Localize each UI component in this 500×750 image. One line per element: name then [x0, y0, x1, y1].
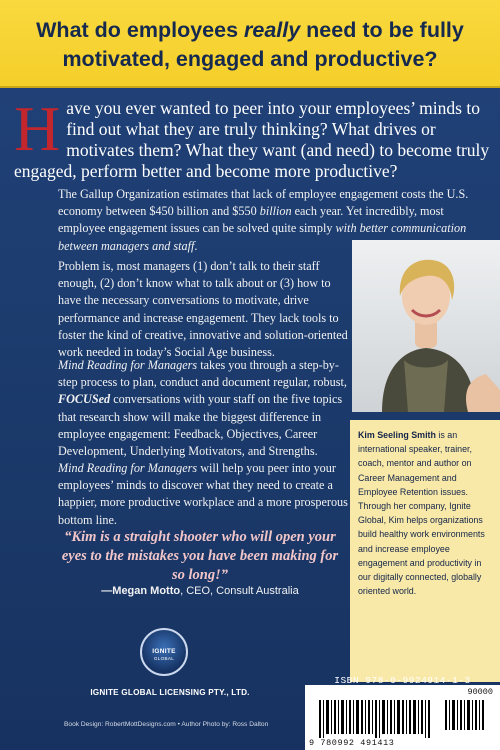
author-photo [352, 240, 500, 412]
barcode-addon: 90000 [467, 687, 493, 697]
headline-line1-post: need to be fully [300, 18, 464, 42]
headline-banner [0, 0, 500, 88]
p3-text-b: conversations with your staff on the five topics that research show will make the biggest difference in employee engagement: Feedback, Objectives, Career Development, Underlying Motivators, and Strengths. [58, 392, 343, 459]
headline-line2: motivated, engaged and productive? [62, 47, 438, 71]
paragraph-outcome [58, 460, 348, 529]
headline [0, 16, 500, 74]
intro-paragraph [14, 93, 492, 182]
barcode-digits: 9 780992 491413 [309, 738, 395, 748]
author-name: Kim Seeling Smith [358, 430, 436, 440]
design-credits: Book Design: RobertMottDesigns.com • Author Photo by: Ross Dalton [64, 721, 269, 728]
testimonial-name: —Megan Motto [101, 585, 181, 597]
testimonial-quote: “Kim is a straight shooter who will open your eyes to the mistakes you have been making for so long!” [61, 529, 339, 583]
paragraph-problem: Problem is, most managers (1) don’t talk to their staff enough, (2) don’t know what to talk about or (3) how to have the necessary conversations to motivate, drive performance and increase engagement. They lack tools to foster the kind of creative, innovative and solution-oriented work needed in today’s Social Age business. [58, 259, 348, 360]
ignite-logo-icon [140, 628, 188, 676]
headline-line1-pre: What do employees [36, 18, 245, 42]
p4-text-a: will help you peer into your employees’ minds to discover what they need to create a happier, more productive workplace and a more prosperous bottom line. [58, 461, 348, 527]
testimonial-attribution [60, 585, 340, 597]
p3-focused: FOCUSed [58, 392, 111, 407]
headline-emph: really [244, 18, 301, 42]
p1-text-c: . [194, 238, 198, 253]
isbn-barcode [305, 685, 500, 750]
author-bio [350, 420, 500, 682]
logo-subtext: GLOBAL [153, 656, 175, 661]
logo-text: IGNITE [152, 648, 176, 655]
p1-emph2: with better communication between managers and staff [58, 221, 467, 253]
author-bio-text: is an international speaker, trainer, coach, mentor and author on Career Management and Employee Retention issues. Through her company, Ignite Global, Kim helps organizations build healthy work environments and increase employee engagement and productivity in our digitally connected, globally oriented world. [358, 430, 485, 597]
paragraph-process [58, 357, 348, 460]
testimonial-role: , CEO, Consult Australia [180, 585, 299, 597]
p1-text-b: each year. Yet incredibly, most employee engagement issues can be solved quite simply [58, 204, 444, 236]
p1-emph: billion [259, 204, 292, 219]
p3-book-title: Mind Reading for Managers [58, 358, 198, 372]
p3-text-a: takes you through a step-by-step process to plan, conduct and document regular, robust, [58, 358, 347, 390]
p4-book-title: Mind Reading for Managers [58, 461, 198, 475]
intro-text: ave you ever wanted to peer into your employees’ minds to find out what they are truly thinking? What drives or motivates them? What they want (and need) to become truly engaged, perform better and become more productive? [14, 98, 490, 181]
drop-cap: H [14, 93, 61, 164]
p1-text-a: The Gallup Organization estimates that lack of employee engagement costs the U.S. economy between $450 billion and $550 [58, 187, 469, 219]
publisher-name: IGNITE GLOBAL LICENSING PTY., LTD. [90, 688, 250, 697]
isbn-label: ISBN 978-0-9924914-1-3 [334, 675, 471, 686]
